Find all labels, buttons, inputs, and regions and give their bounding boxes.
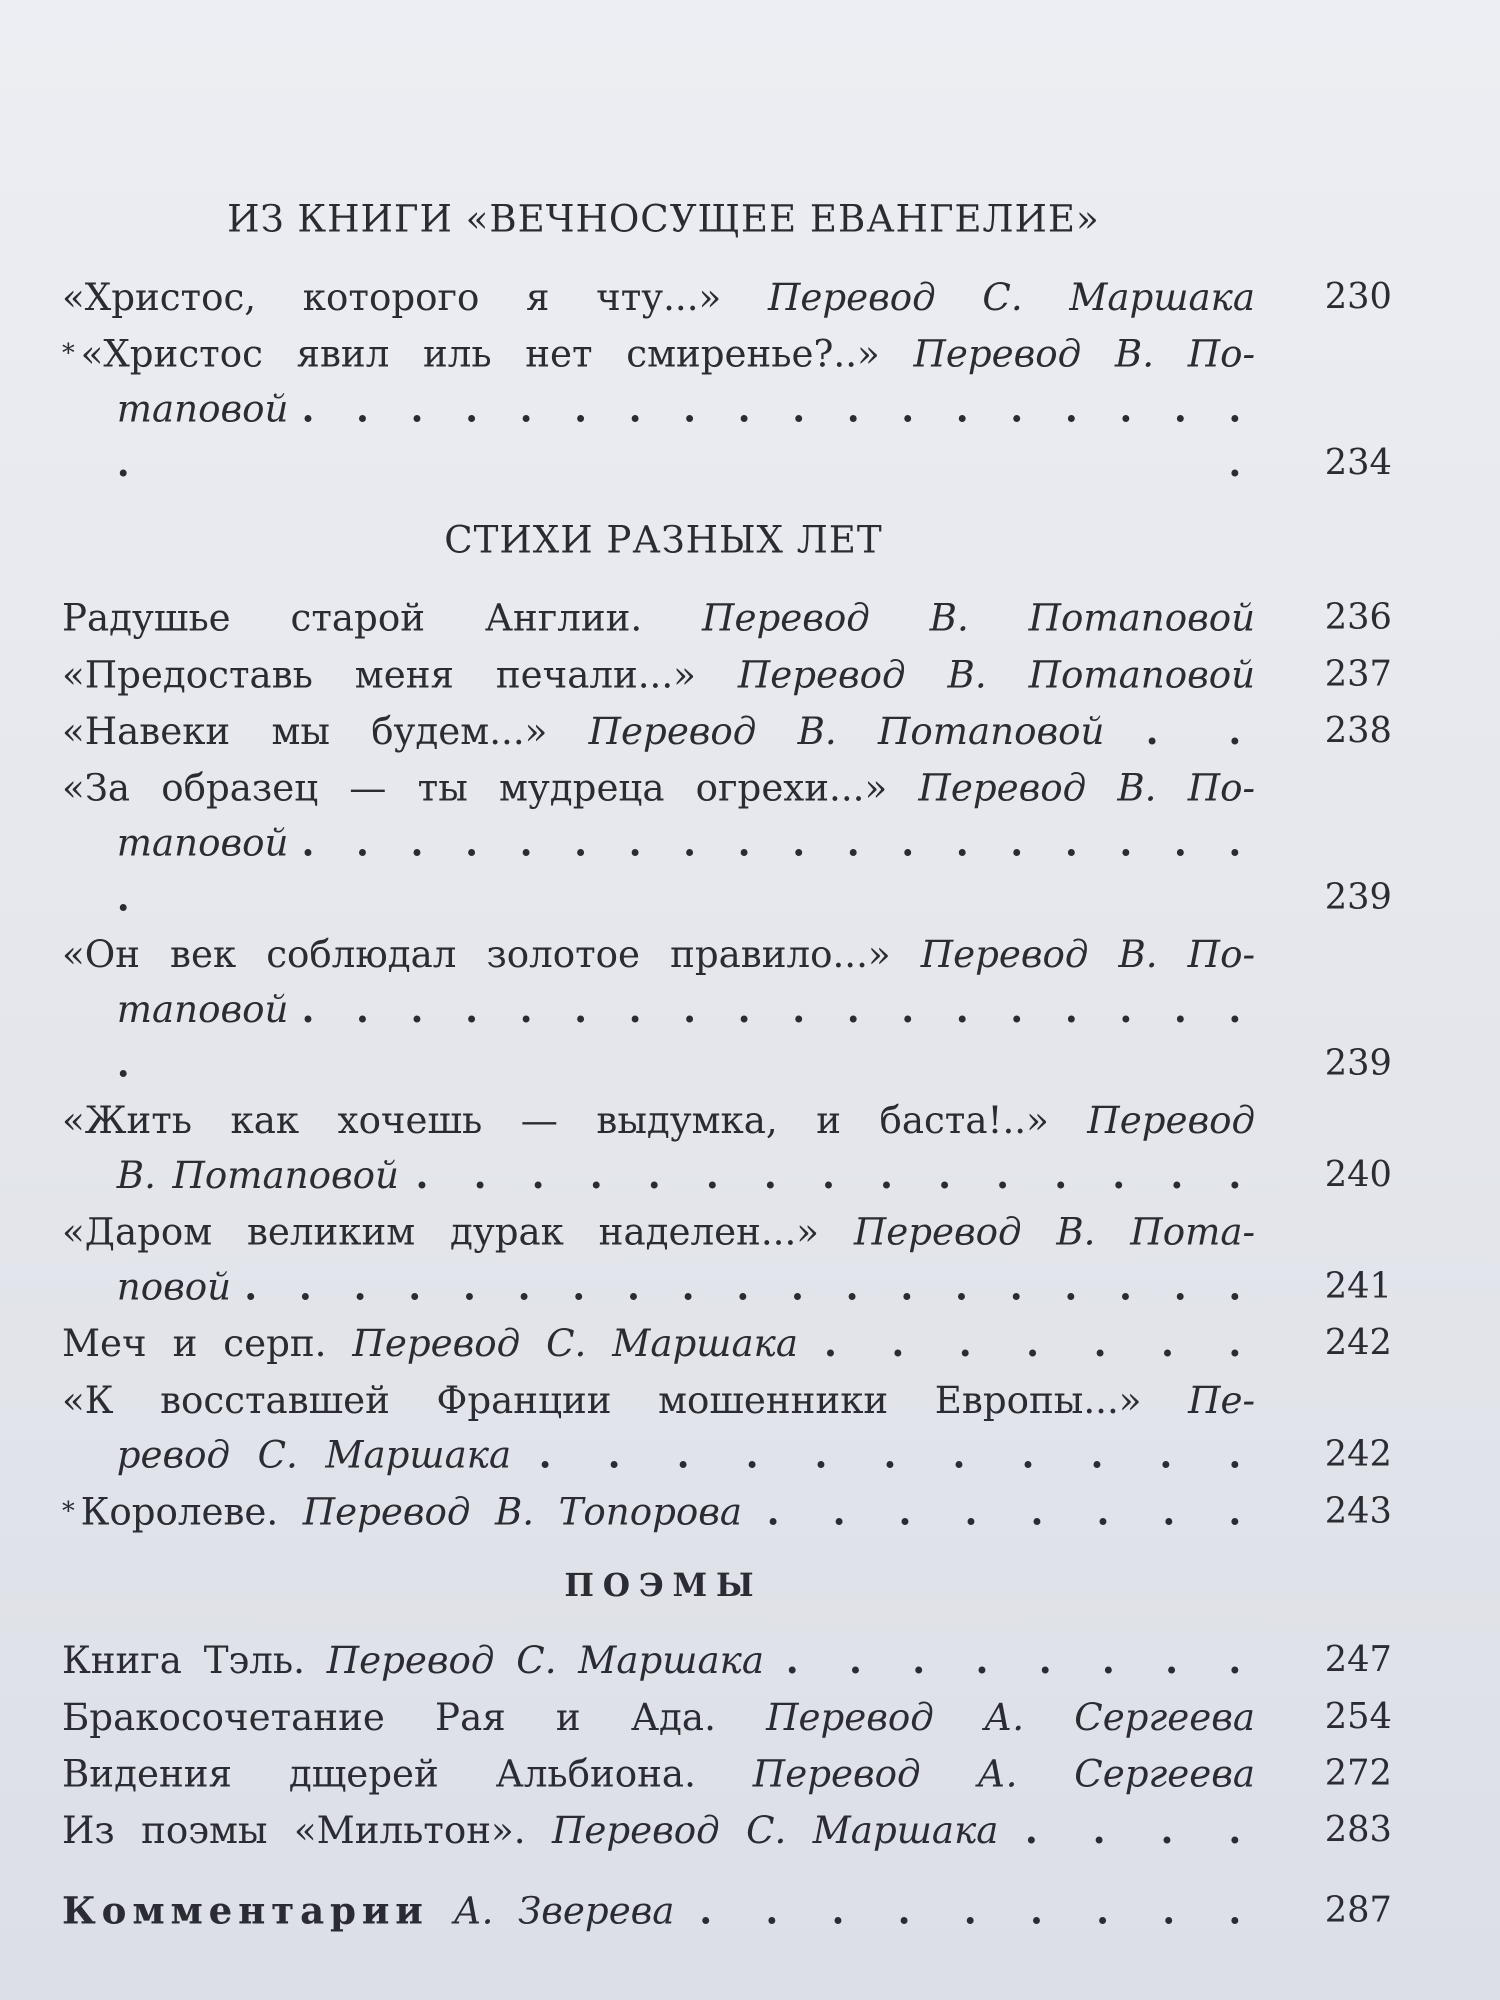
leader-dots: . . . . . . . . . . .: [538, 1432, 1256, 1477]
page-number: 230: [1324, 276, 1392, 317]
leader-dots: . . . . . . .: [823, 1320, 1256, 1365]
leader-dots: . .: [1145, 708, 1255, 753]
entry-translator-cont: таповой: [116, 821, 289, 865]
entry-translator-cont: таповой: [116, 387, 289, 431]
entry-title: «За образец — ты мудреца огрехи...»: [62, 766, 888, 810]
entry-translator: Перевод В. По-: [920, 932, 1256, 976]
entry-title: «Даром великим дурак наделен...»: [62, 1210, 820, 1254]
entry-translator-cont: В. Потаповой: [116, 1153, 399, 1197]
entry-translator: Перевод В. Топорова: [302, 1490, 743, 1534]
toc-entry: [62, 1803, 1392, 1858]
entry-translator: Пе-: [1188, 1378, 1256, 1422]
entry-title: Меч и серп.: [62, 1321, 327, 1365]
toc-entry: [62, 1373, 1392, 1483]
entry-title: «Христос, которого я чту...»: [62, 275, 722, 319]
leader-dots: . . . . . . . . . . . . . . . . . . . .: [116, 386, 1256, 485]
toc-entry: [62, 1484, 1392, 1539]
entry-title: «Он век соблюдал золотое правило...»: [62, 932, 891, 976]
toc-entry: [62, 1690, 1392, 1745]
toc-entry: [62, 590, 1392, 645]
toc-entry: [62, 1746, 1392, 1801]
leader-dots: . . . . . . . .: [766, 1489, 1256, 1534]
entry-title: Радушье старой Англии.: [62, 596, 643, 640]
leader-dots: . . . . . . . . .: [699, 1888, 1256, 1933]
entry-translator: Перевод В. Потаповой: [702, 596, 1256, 640]
entry-title: «Навеки мы будем...»: [62, 709, 548, 753]
page-number: 242: [1324, 1434, 1392, 1475]
leader-dots: . . . . . . . . . . . . . . . . . . .: [116, 820, 1256, 920]
entry-translator: Перевод В. Пота-: [853, 1210, 1256, 1254]
entry-title: Из поэмы «Мильтон».: [62, 1808, 526, 1852]
page-number: 240: [1324, 1154, 1392, 1195]
toc-entry: [62, 647, 1392, 702]
toc-entry: [62, 927, 1392, 1091]
leader-dots: . . . . . . . . . . . . . . . . . . .: [116, 986, 1256, 1086]
page-number: 243: [1324, 1491, 1392, 1532]
entry-translator-cont: повой: [116, 1265, 232, 1309]
entry-translator: Перевод В. Потаповой: [737, 653, 1256, 697]
toc-entry: [62, 1633, 1392, 1688]
entry-translator: Перевод В. По-: [913, 332, 1256, 376]
toc-entry: [62, 761, 1392, 925]
table-of-contents: [62, 170, 1392, 1940]
toc-entry: [62, 1093, 1392, 1203]
page-number: 254: [1324, 1696, 1392, 1737]
entry-translator: Перевод В. По-: [918, 766, 1256, 810]
page-number: 247: [1324, 1639, 1392, 1680]
section-title-eternal-gospel: ИЗ КНИГИ «ВЕЧНОСУЩЕЕ ЕВАНГЕЛИЕ»: [227, 197, 1100, 241]
entry-translator: Перевод А. Сергеева: [766, 1695, 1256, 1739]
toc-entry-commentary: [62, 1883, 1392, 1938]
toc-entry: [62, 704, 1392, 759]
leader-dots: . . . .: [1024, 1807, 1256, 1852]
toc-entry: [62, 1205, 1392, 1315]
entry-translator: Перевод С. Маршака: [767, 275, 1256, 319]
leader-dots: . . . . . . . .: [785, 1637, 1256, 1682]
page-number: 287: [1324, 1890, 1392, 1931]
page-number: 237: [1324, 654, 1392, 695]
entry-title: Видения дщерей Альбиона.: [62, 1752, 696, 1796]
entry-title: «К восставшей Франции мошенники Европы...»: [62, 1378, 1142, 1422]
page-number: 283: [1324, 1809, 1392, 1851]
page-number: 238: [1324, 710, 1392, 751]
entry-title: Королеве.: [80, 1490, 279, 1534]
page-number: 272: [1324, 1753, 1392, 1794]
entry-title: Книга Тэль.: [62, 1638, 305, 1682]
entry-translator-cont: ревод С. Маршака: [116, 1433, 512, 1477]
toc-entry: [62, 326, 1392, 490]
entry-translator: Перевод С. Маршака: [326, 1638, 764, 1682]
leader-dots: . . . . . . . . . . . . . . .: [415, 1152, 1256, 1197]
section-title-poems: ПОЭМЫ: [564, 1566, 763, 1604]
page-number: 241: [1324, 1266, 1392, 1307]
entry-translator: Перевод: [1087, 1099, 1256, 1143]
entry-translator: Перевод А. Сергеева: [752, 1752, 1256, 1796]
entry-title: «Предоставь меня печали...»: [62, 653, 696, 697]
entry-title: «Христос явил иль нет смиренье?..»: [80, 332, 880, 376]
entry-title: Бракосочетание Рая и Ада.: [62, 1695, 716, 1739]
entry-translator: Перевод С. Маршака: [551, 1808, 999, 1852]
section-title-various-years: СТИХИ РАЗНЫХ ЛЕТ: [444, 518, 883, 562]
commentary-label: Комментарии: [62, 1888, 429, 1933]
toc-entry: [62, 1316, 1392, 1371]
toc-entry: [62, 270, 1392, 325]
page-number: 242: [1324, 1322, 1392, 1364]
commentary-author: А. Зверева: [453, 1889, 675, 1933]
entry-translator: Перевод С. Маршака: [352, 1321, 799, 1365]
asterisk-mark: *: [62, 1497, 75, 1527]
entry-translator-cont: таповой: [116, 987, 289, 1031]
page-number: 239: [1324, 877, 1392, 918]
asterisk-mark: *: [62, 339, 75, 369]
entry-title: «Жить как хочешь — выдумка, и баста!..»: [62, 1099, 1049, 1143]
entry-translator: Перевод В. Потаповой: [588, 709, 1105, 753]
leader-dots: . . . . . . . . . . . . . . . . . . .: [244, 1264, 1256, 1309]
page-number: 236: [1324, 597, 1392, 638]
page-number: 239: [1324, 1043, 1392, 1084]
page-number: 234: [1324, 442, 1392, 483]
